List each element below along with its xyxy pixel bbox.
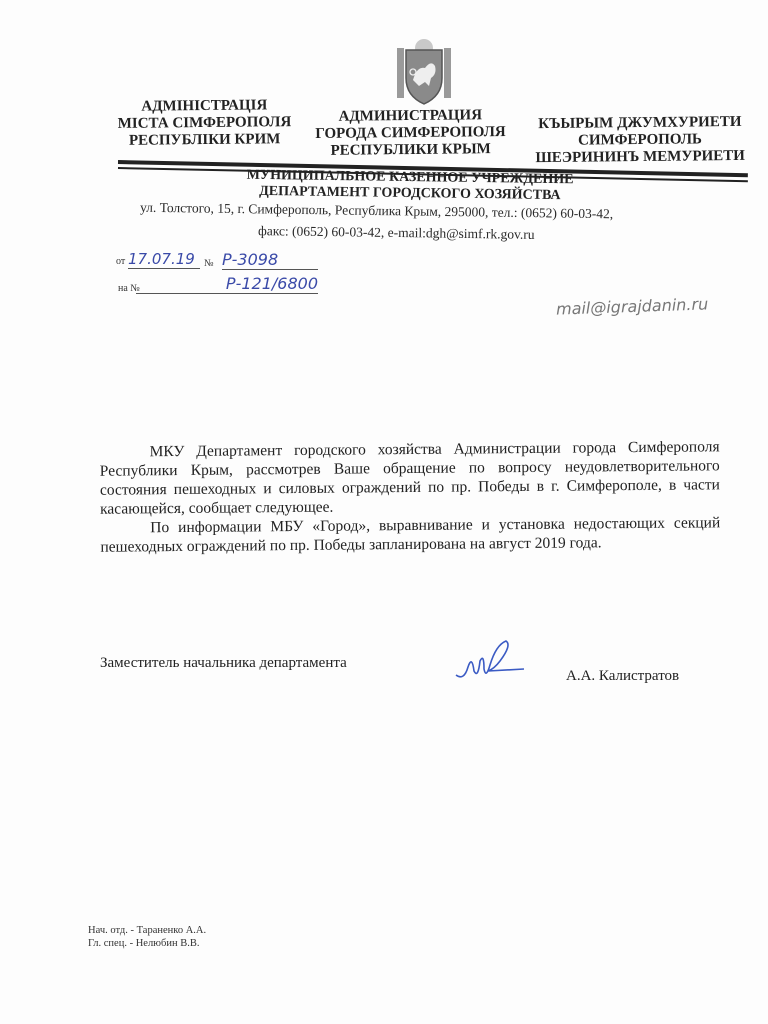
header-ukr-line: АДМІНІСТРАЦІЯ bbox=[141, 97, 268, 115]
header-crh-line: ШЕЭРИНИНЪ МЕМУРИЕТИ bbox=[535, 147, 746, 167]
letter-body bbox=[100, 437, 721, 556]
header-ukr-line: РЕСПУБЛІКИ КРИМ bbox=[128, 131, 281, 149]
registration-number: Р-3098 bbox=[222, 250, 318, 270]
registration-ref-number: Р-121/6800 bbox=[136, 274, 318, 294]
body-paragraph: По информации МБУ «Город», выравнивание и установка недостающих секций пешеходных ограждений по пр. Победы запланирована на август 2019 года. bbox=[100, 514, 721, 556]
header-crh-line: СИМФЕРОПОЛЬ bbox=[578, 131, 702, 149]
registration-ref-label: на № bbox=[118, 283, 140, 294]
header-rus-line: АДМИНИСТРАЦИЯ bbox=[338, 107, 483, 125]
executor-line-2: Гл. спец. - Нелюбин В.В. bbox=[88, 938, 200, 949]
org-line-2: ДЕПАРТАМЕНТ ГОРОДСКОГО ХОЗЯЙСТВА bbox=[259, 183, 561, 204]
executor-line-1: Нач. отд. - Тараненко А.А. bbox=[88, 925, 207, 936]
org-line-1: МУНИЦИПАЛЬНОЕ КАЗЕННОЕ УЧРЕЖДЕНИЕ bbox=[246, 167, 574, 188]
header-crh-line: КЪЫРЫМ ДЖУМХУРИЕТИ bbox=[538, 113, 742, 133]
header-rus-line: ГОРОДА СИМФЕРОПОЛЯ bbox=[315, 124, 506, 142]
registration-date: 17.07.19 bbox=[128, 250, 200, 269]
registration-no-label: № bbox=[204, 258, 214, 269]
header-rus-line: РЕСПУБЛИКИ КРЫМ bbox=[330, 141, 491, 159]
header-ukr-line: МІСТА СІМФЕРОПОЛЯ bbox=[117, 114, 292, 132]
header-russian bbox=[308, 107, 514, 160]
header-ukrainian bbox=[112, 97, 298, 150]
org-contacts: факс: (0652) 60-03-42, e-mail:dgh@simf.rk.gov.ru bbox=[257, 223, 535, 242]
recipient-email-note: mail@igrajdanin.ru bbox=[555, 294, 709, 319]
handwritten-signature bbox=[450, 635, 530, 685]
signatory-name: А.А. Калистратов bbox=[566, 668, 680, 684]
header-crimean-tatar bbox=[530, 114, 751, 167]
registration-from-label: от bbox=[116, 256, 126, 267]
signatory-title: Заместитель начальника департамента bbox=[100, 655, 347, 671]
org-address: ул. Толстого, 15, г. Симферополь, Республика Крым, 295000, тел.: (0652) 60-03-42, bbox=[139, 199, 614, 222]
coat-of-arms-emblem bbox=[393, 38, 455, 106]
body-paragraph: МКУ Департамент городского хозяйства Администрации города Симферополя Республики Крым, рассмотрев Ваше обращение по вопросу неудовлетворительного состояния пешеходных и силовых ограждений по пр. Победы в г. Симферополе, в части касающейся, сообщает следующее. bbox=[99, 438, 720, 518]
organization-name bbox=[160, 167, 660, 206]
